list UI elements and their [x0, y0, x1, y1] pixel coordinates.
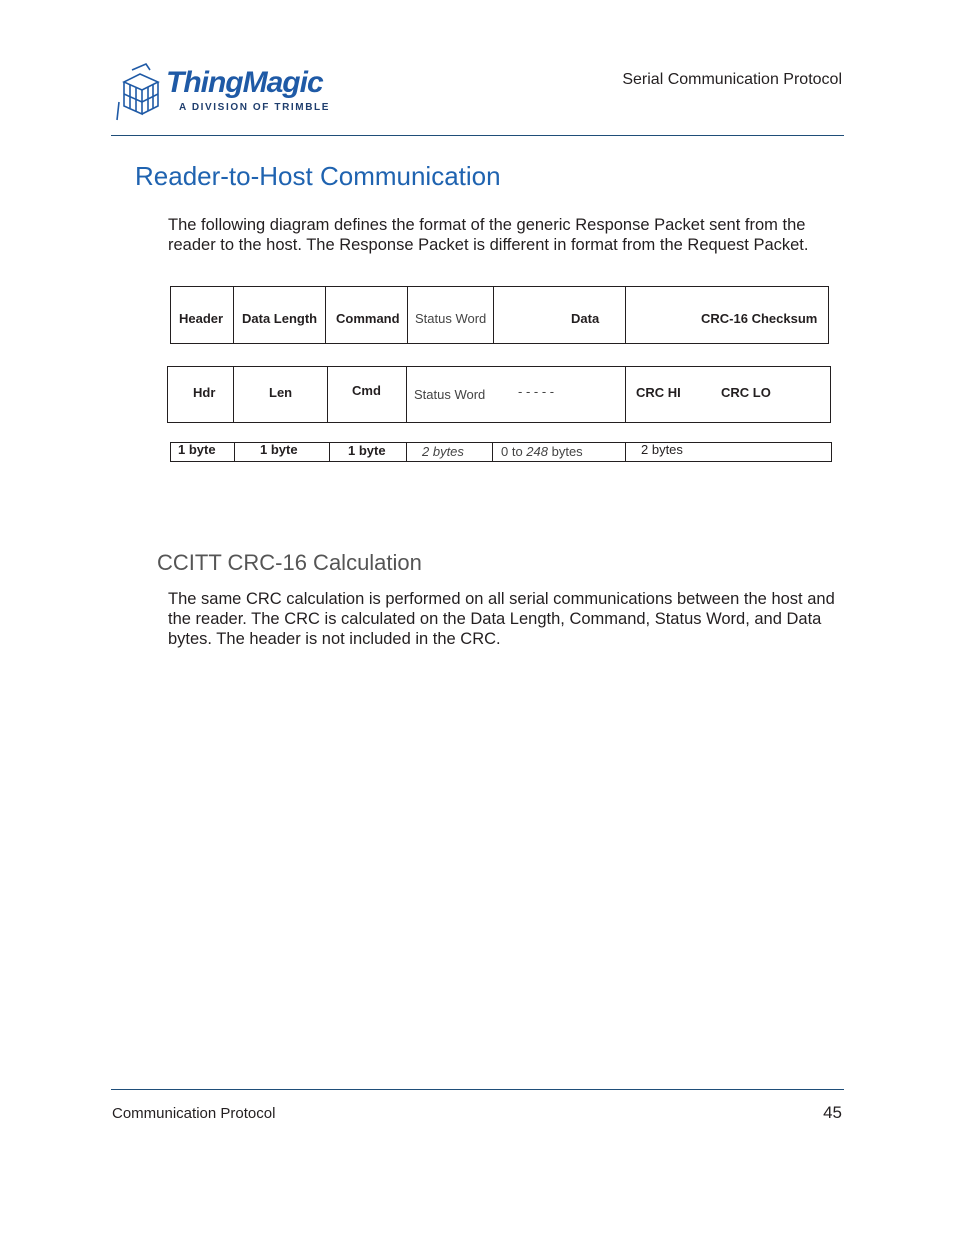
size-data-prefix: 0 to — [501, 444, 527, 459]
divider — [625, 442, 626, 462]
divider — [233, 366, 234, 423]
divider — [233, 286, 234, 344]
field-status-word: Status Word — [415, 311, 487, 326]
abbrev-status-word: Status Word — [414, 387, 486, 402]
divider — [407, 286, 408, 344]
divider — [234, 442, 235, 462]
thingmagic-logo — [116, 62, 336, 128]
abbrev-crc-lo: CRC LO — [721, 385, 771, 400]
field-header: Header — [179, 311, 224, 326]
divider — [493, 286, 494, 344]
logo-tagline: A DIVISION OF TRIMBLE — [179, 102, 331, 113]
field-data: Data — [571, 311, 600, 326]
abbrev-hdr: Hdr — [193, 385, 216, 400]
abbrev-len: Len — [269, 385, 293, 400]
divider — [406, 442, 407, 462]
page-title: Reader-to-Host Communication — [135, 161, 501, 191]
section-subtitle: CCITT CRC-16 Calculation — [157, 550, 422, 575]
crc-paragraph: The same CRC calculation is performed on all serial communications between the host and the reader. The CRC is calculated on the Data Length, Command, Status Word, and Data bytes. The header is not included in the CRC. — [168, 590, 835, 648]
divider — [406, 366, 407, 423]
divider — [625, 286, 626, 344]
size-command: 1 byte — [348, 443, 386, 458]
page-number: 45 — [823, 1103, 842, 1122]
running-header: Serial Communication Protocol — [622, 71, 842, 88]
divider — [625, 366, 626, 423]
logo-cube-icon — [116, 62, 166, 124]
field-command: Command — [336, 311, 400, 326]
divider — [325, 286, 326, 344]
footer-chapter: Communication Protocol — [112, 1105, 276, 1122]
field-crc-checksum: CRC-16 Checksum — [701, 311, 818, 326]
size-data — [501, 444, 583, 459]
divider — [329, 442, 330, 462]
size-status-word: 2 bytes — [422, 444, 464, 459]
size-data-max: 248 — [526, 444, 548, 459]
abbrev-data-dashes: - - - - - — [518, 384, 555, 399]
size-crc: 2 bytes — [641, 442, 683, 457]
divider — [492, 442, 493, 462]
abbrev-crc-hi: CRC HI — [636, 385, 681, 400]
logo-wordmark: ThingMagic — [166, 66, 323, 99]
size-header: 1 byte — [178, 442, 216, 457]
header-rule — [111, 135, 844, 136]
abbrev-cmd: Cmd — [352, 383, 381, 398]
size-length: 1 byte — [260, 442, 298, 457]
field-data-length: Data Length — [242, 311, 318, 326]
footer-rule — [111, 1089, 844, 1090]
intro-paragraph: The following diagram defines the format of the generic Response Packet sent from the reader to the host. The Response Packet is different in format from the Request Packet. — [168, 216, 809, 254]
size-data-suffix: bytes — [548, 444, 583, 459]
divider — [327, 366, 328, 423]
